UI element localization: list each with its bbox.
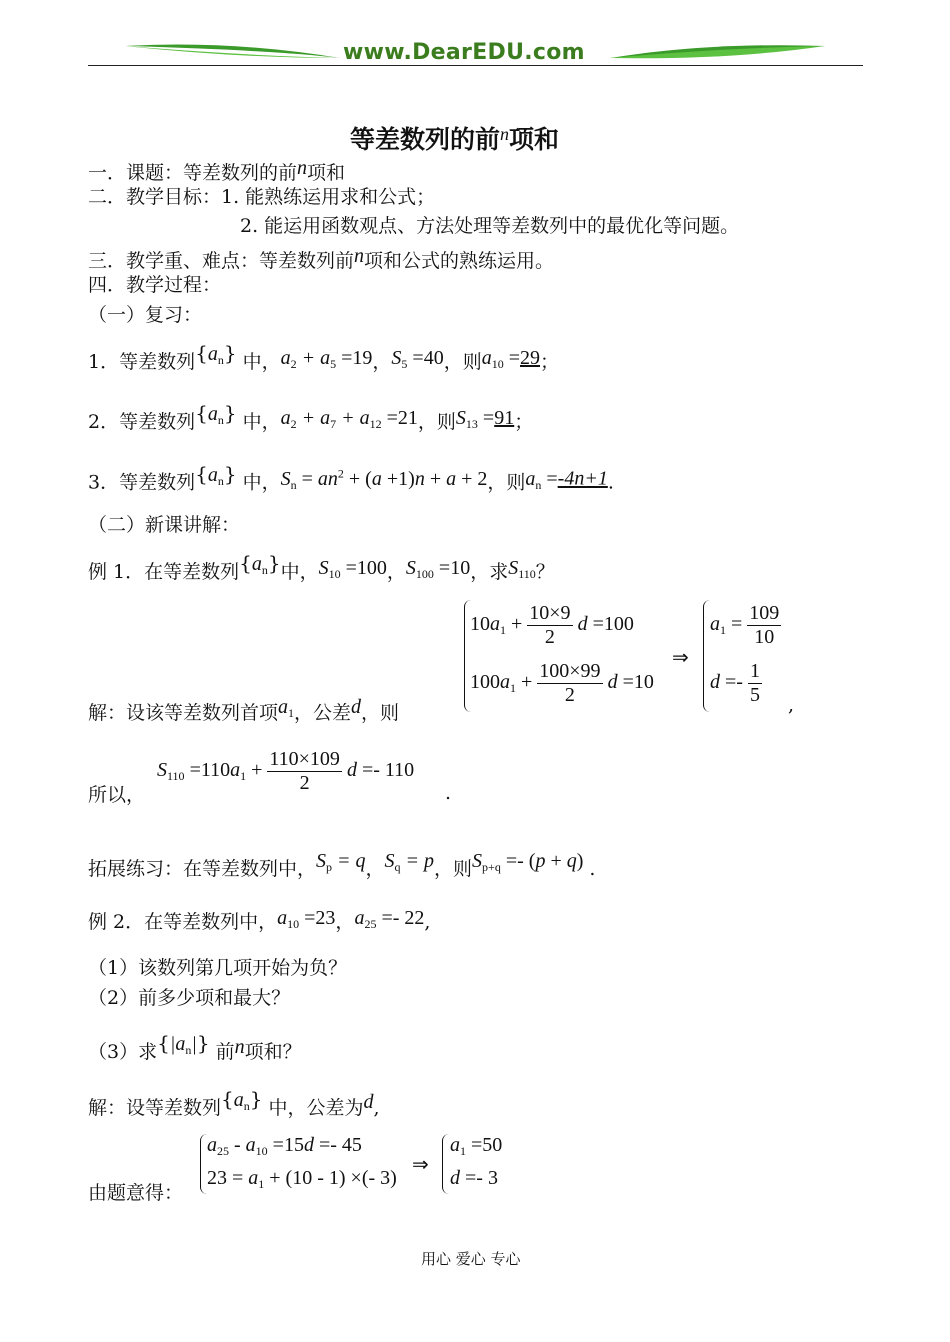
sys1-comma: , [788, 694, 795, 716]
ex2-cond1: $a_{10} =23$ [277, 907, 336, 931]
sol2-d: d [363, 1091, 374, 1113]
ex1-sequence: $\{a_n\}$ [239, 551, 281, 577]
topic-tail: 项和 [307, 162, 346, 184]
sys1-result-brace [703, 600, 710, 712]
sys2-result-a1: $a_1 =50$ [450, 1134, 503, 1158]
ex2-comma: ， [335, 911, 355, 933]
q1-target: $a_{10}$ = [481, 347, 520, 371]
q3-answer: -4n+1 [557, 467, 608, 490]
example-2 [88, 905, 430, 937]
review-q2 [88, 400, 533, 437]
topic-var: n [297, 157, 308, 179]
q2-mid: 中， [242, 411, 281, 433]
process-heading: 四．教学过程： [88, 274, 222, 296]
q3-cond: $S_n = an^2 + (a +1)n + a + 2$ [280, 466, 488, 492]
ex1-find: ，求 [470, 561, 509, 583]
sol1-then: ，则 [361, 702, 400, 724]
sol1-a1: $a_1$ [278, 696, 295, 720]
ex1-mid: 中， [280, 561, 319, 583]
sol2-mid: 中，公差为 [268, 1097, 364, 1119]
sys1-result-a1: $a_1$ = $\frac{109}{10}$ [710, 602, 780, 648]
s110-period: . [445, 782, 452, 804]
sys2-brace [200, 1134, 207, 1194]
review-heading: （一）复习： [88, 304, 203, 326]
sys2-eq2: $23 = a_1 + (10 - 1)$ ×(- 3) [207, 1167, 397, 1191]
ext-comma: ， [365, 858, 385, 880]
ex1-cond2: $S_{100} =10$ [405, 557, 471, 581]
sol2-end: , [373, 1097, 380, 1119]
title-main: 等差数列的前 [350, 125, 501, 154]
sys2-result-d: d =- 3 [450, 1167, 498, 1189]
ex2-end: , [424, 911, 431, 933]
q3-then: ，则 [487, 471, 526, 494]
ext-then: ，则 [434, 858, 473, 880]
sys1-result-d: d =- $\frac{1}{5}$ [710, 660, 760, 706]
site-logo-text: www.DearEDU.com [343, 40, 585, 65]
extension-practice [88, 848, 595, 882]
ex1-comma: ， [386, 561, 406, 583]
sys1-eq2: $100a_1$ + $\frac{100\times 99}{2}$ d =10 [470, 660, 654, 706]
q1-label: 1．等差数列 [88, 351, 196, 373]
q2-label: 2．等差数列 [88, 411, 196, 433]
topic-text: 一．课题：等差数列的前 [88, 162, 298, 184]
page-footer: 用心 爱心 专心 [421, 1250, 521, 1268]
q1-mid: 中， [242, 351, 281, 373]
sol1-d: d [351, 696, 362, 718]
sys2-implies: ⇒ [412, 1154, 429, 1176]
key-points-line [88, 243, 554, 274]
implies-symbol: ⇒ [672, 647, 689, 669]
q3-sequence: $\{a_n\}$ [195, 461, 237, 488]
p3-tail: 项和？ [244, 1041, 302, 1063]
ex1-cond1: $S_{10} =100$ [318, 557, 387, 581]
q1-cond1: $a_2 + a_5 =19$ [280, 347, 373, 371]
title-tail: 项和 [509, 125, 560, 154]
q1-cond2: $S_5 =40$ [391, 347, 444, 371]
sol2-sequence: $\{a_n\}$ [221, 1087, 263, 1113]
p3-label: （3）求 [88, 1041, 158, 1063]
ex2-part-1: （1）该数列第几项开始为负？ [88, 957, 348, 979]
ext-result: $S_{p+q} =- (p + q)$ [472, 850, 584, 874]
so-label: 所以， [88, 784, 146, 806]
ex2-part-3 [88, 1030, 302, 1065]
q1-then: ，则 [443, 351, 482, 373]
sol2-text: 解：设等差数列 [88, 1097, 222, 1119]
new-lesson-heading: （二）新课讲解： [88, 514, 241, 536]
q1-sequence: $\{a_n\}$ [195, 341, 237, 367]
objective-line-1: 二．教学目标：1. 能熟练运用求和公式； [88, 186, 436, 208]
s110-formula: $S_{110} =110a_1$ + $\frac{110\times 109}{2}$ d =- 110 [157, 748, 415, 794]
ext-end: . [589, 858, 596, 880]
q2-then: ，则 [417, 411, 456, 433]
q1-answer: 29 [520, 347, 540, 369]
p3-var: n [234, 1036, 245, 1058]
sol1-text: 解：设该等差数列首项 [88, 702, 279, 724]
q2-end: ； [514, 411, 534, 433]
p3-abs-sequence: $\{|a_n|\}$ [157, 1031, 210, 1057]
q2-sequence: $\{a_n\}$ [195, 401, 237, 427]
ex1-target: $S_{110}$ [508, 557, 536, 581]
review-q3 [88, 460, 614, 498]
sys2-eq1: $a_{25} - a_{10} =15d =- 45$ [207, 1134, 362, 1158]
objective-line-2: 2. 能运用函数观点、方法处理等差数列中的最优化等问题。 [240, 215, 740, 237]
page-title [350, 120, 559, 156]
title-var: n [500, 124, 510, 144]
ex1-label: 例 1．在等差数列 [88, 561, 240, 583]
q3-label: 3．等差数列 [88, 471, 196, 494]
key-points-var: n [354, 245, 365, 267]
solution-2-setup [88, 1086, 380, 1121]
sys2-result-brace [442, 1134, 449, 1194]
ext-cond2: $S_q = p$ [384, 850, 435, 874]
ex2-cond2: $a_{25} =- 22$ [354, 907, 425, 931]
example-1 [88, 550, 555, 587]
p3-mid: 前 [215, 1041, 235, 1063]
ext-text: 拓展练习：在等差数列中， [88, 858, 317, 880]
header-rule [88, 65, 863, 66]
topic-line [88, 155, 345, 186]
q2-answer: 91 [494, 407, 515, 429]
q3-mid: 中， [242, 471, 281, 494]
solution-1-setup [88, 694, 399, 726]
key-points-text: 三．教学重、难点：等差数列前 [88, 250, 355, 272]
q3-target: $a_n$ = [525, 467, 558, 492]
q2-target: $S_{13}$ = [455, 407, 495, 431]
sys1-eq1: $10a_1$ + $\frac{10\times 9}{2}$ d =100 [470, 602, 634, 648]
solution-1-result [88, 782, 145, 808]
ex1-end: ？ [535, 561, 555, 583]
q2-cond: $a_2 + a_7 + a_{12} =21$ [280, 407, 418, 431]
q1-end: ； [540, 351, 560, 373]
q3-end: . [607, 471, 614, 494]
sol1-mid: ，公差 [294, 702, 352, 724]
ext-cond1: $S_p = q$ [316, 850, 366, 874]
given-label: 由题意得： [88, 1182, 184, 1204]
ex2-part-2: （2）前多少项和最大？ [88, 987, 291, 1009]
q1-comma: ， [372, 351, 392, 373]
ex2-label: 例 2．在等差数列中， [88, 911, 278, 933]
review-q1 [88, 340, 559, 377]
key-points-tail: 项和公式的熟练运用。 [364, 250, 555, 272]
